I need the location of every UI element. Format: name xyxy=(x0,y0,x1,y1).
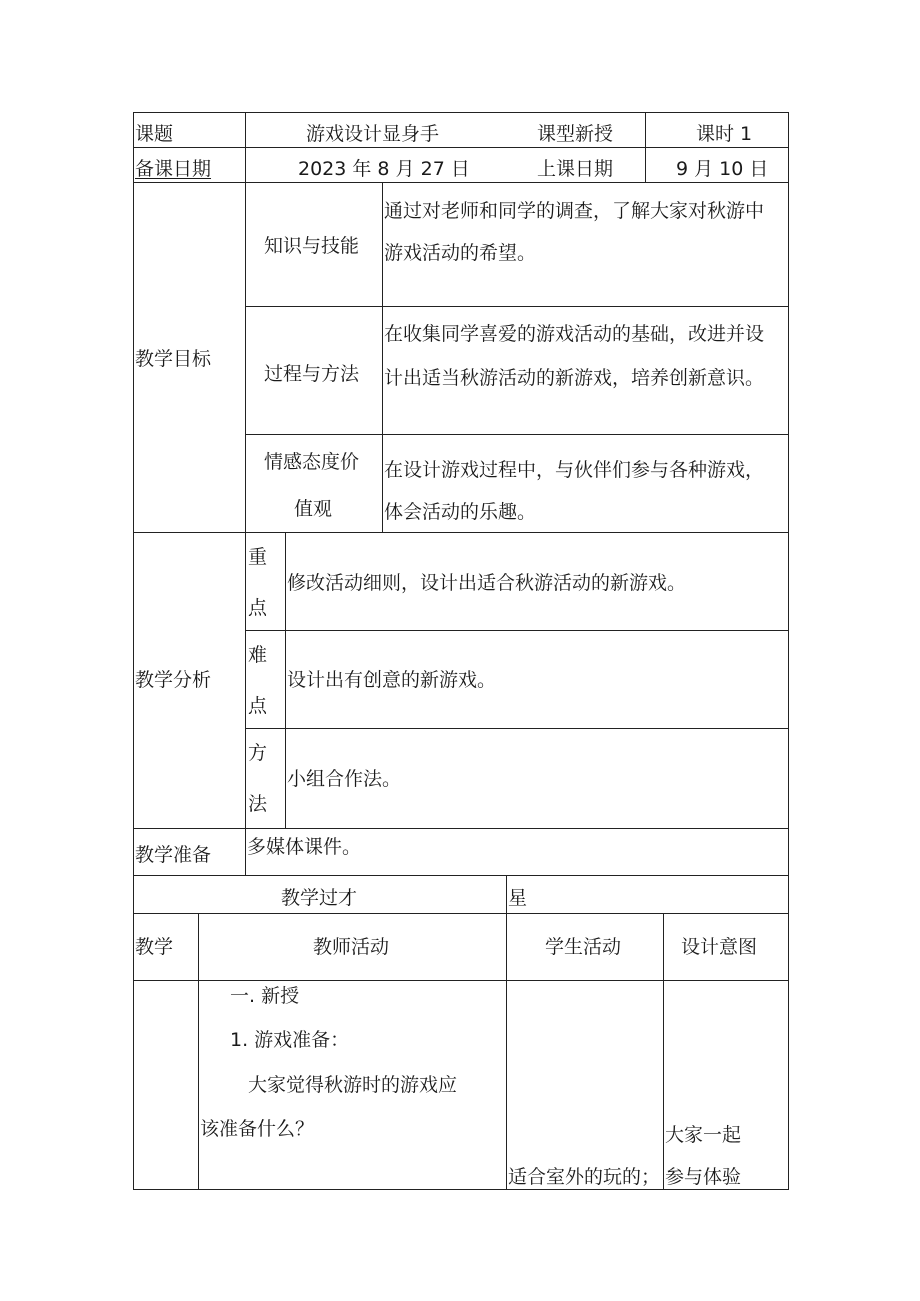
grid-line xyxy=(133,112,789,113)
analysis-name: 法 xyxy=(248,793,268,815)
grid-line xyxy=(245,630,789,631)
column-header: 学生活动 xyxy=(545,936,622,958)
grid-line xyxy=(245,728,789,729)
analysis-name: 点 xyxy=(248,597,268,619)
objective-name: 过程与方法 xyxy=(264,363,360,385)
grid-line xyxy=(285,532,286,828)
grid-line xyxy=(133,828,789,829)
grid-line xyxy=(245,306,789,307)
objective-name: 知识与技能 xyxy=(264,235,360,257)
grid-line xyxy=(198,913,199,1190)
topic-value: 游戏设计显身手 xyxy=(306,123,440,145)
objective-text: 在收集同学喜爱的游戏活动的基础，改进并设 xyxy=(384,323,765,345)
grid-line xyxy=(245,434,789,435)
grid-line xyxy=(788,112,789,1190)
grid-line xyxy=(645,112,646,182)
grid-line xyxy=(133,875,789,876)
design-intent-line: 参与体验 xyxy=(665,1166,742,1188)
grid-line xyxy=(506,875,507,1190)
preparation-text: 多媒体课件。 xyxy=(247,836,362,858)
analysis-name: 难 xyxy=(248,644,268,666)
class-date-label: 上课日期 xyxy=(537,158,614,180)
topic-label: 课题 xyxy=(135,123,174,145)
prep-date-value: 2023 年 8 月 27 日 xyxy=(298,158,470,180)
analysis-name: 方 xyxy=(248,742,268,764)
class-date-value: 9 月 10 日 xyxy=(676,158,769,180)
teacher-activity-line: 1. 游戏准备： xyxy=(230,1029,350,1051)
column-header: 教学 xyxy=(135,936,174,958)
objective-text: 在设计游戏过程中，与伙伴们参与各种游戏， xyxy=(384,459,765,481)
teacher-activity-line: 该准备什么？ xyxy=(200,1118,315,1140)
analysis-text: 小组合作法。 xyxy=(287,768,402,790)
design-intent-line: 大家一起 xyxy=(665,1124,742,1146)
analysis-text: 修改活动细则，设计出适合秋游活动的新游戏。 xyxy=(287,572,687,594)
process-title: 教学过才 xyxy=(281,887,358,909)
grid-line xyxy=(133,913,789,914)
prep-date-label: 备课日期 xyxy=(135,158,212,180)
objective-text: 计出适当秋游活动的新游戏，培养创新意识。 xyxy=(384,367,765,389)
objectives-label: 教学目标 xyxy=(135,348,212,370)
objective-text: 体会活动的乐趣。 xyxy=(384,501,537,523)
lesson-type: 课型新授 xyxy=(537,123,614,145)
grid-line xyxy=(133,1189,789,1190)
grid-line xyxy=(382,182,383,532)
objective-name: 值观 xyxy=(294,498,333,520)
process-title-suffix: 星 xyxy=(508,887,528,909)
grid-line xyxy=(133,532,789,533)
column-header: 设计意图 xyxy=(681,936,758,958)
grid-line xyxy=(133,980,789,981)
grid-line xyxy=(133,182,789,183)
analysis-text: 设计出有创意的新游戏。 xyxy=(287,669,497,691)
objective-name: 情感态度价 xyxy=(264,451,360,473)
objective-text: 通过对老师和同学的调查，了解大家对秋游中 xyxy=(384,200,765,222)
grid-line xyxy=(133,147,789,148)
column-header: 教师活动 xyxy=(313,936,390,958)
analysis-label: 教学分析 xyxy=(135,669,212,691)
analysis-name: 点 xyxy=(248,695,268,717)
lesson-hours: 课时 1 xyxy=(696,123,753,145)
analysis-name: 重 xyxy=(248,546,268,568)
student-activity-line: 适合室外的玩的； xyxy=(508,1166,661,1188)
teacher-activity-line: 一. 新授 xyxy=(230,985,300,1007)
grid-line xyxy=(663,913,664,1190)
teacher-activity-line: 大家觉得秋游时的游戏应 xyxy=(248,1074,458,1096)
objective-text: 游戏活动的希望。 xyxy=(384,242,537,264)
grid-line xyxy=(245,112,246,875)
preparation-label: 教学准备 xyxy=(135,844,212,866)
grid-line xyxy=(133,112,134,1190)
